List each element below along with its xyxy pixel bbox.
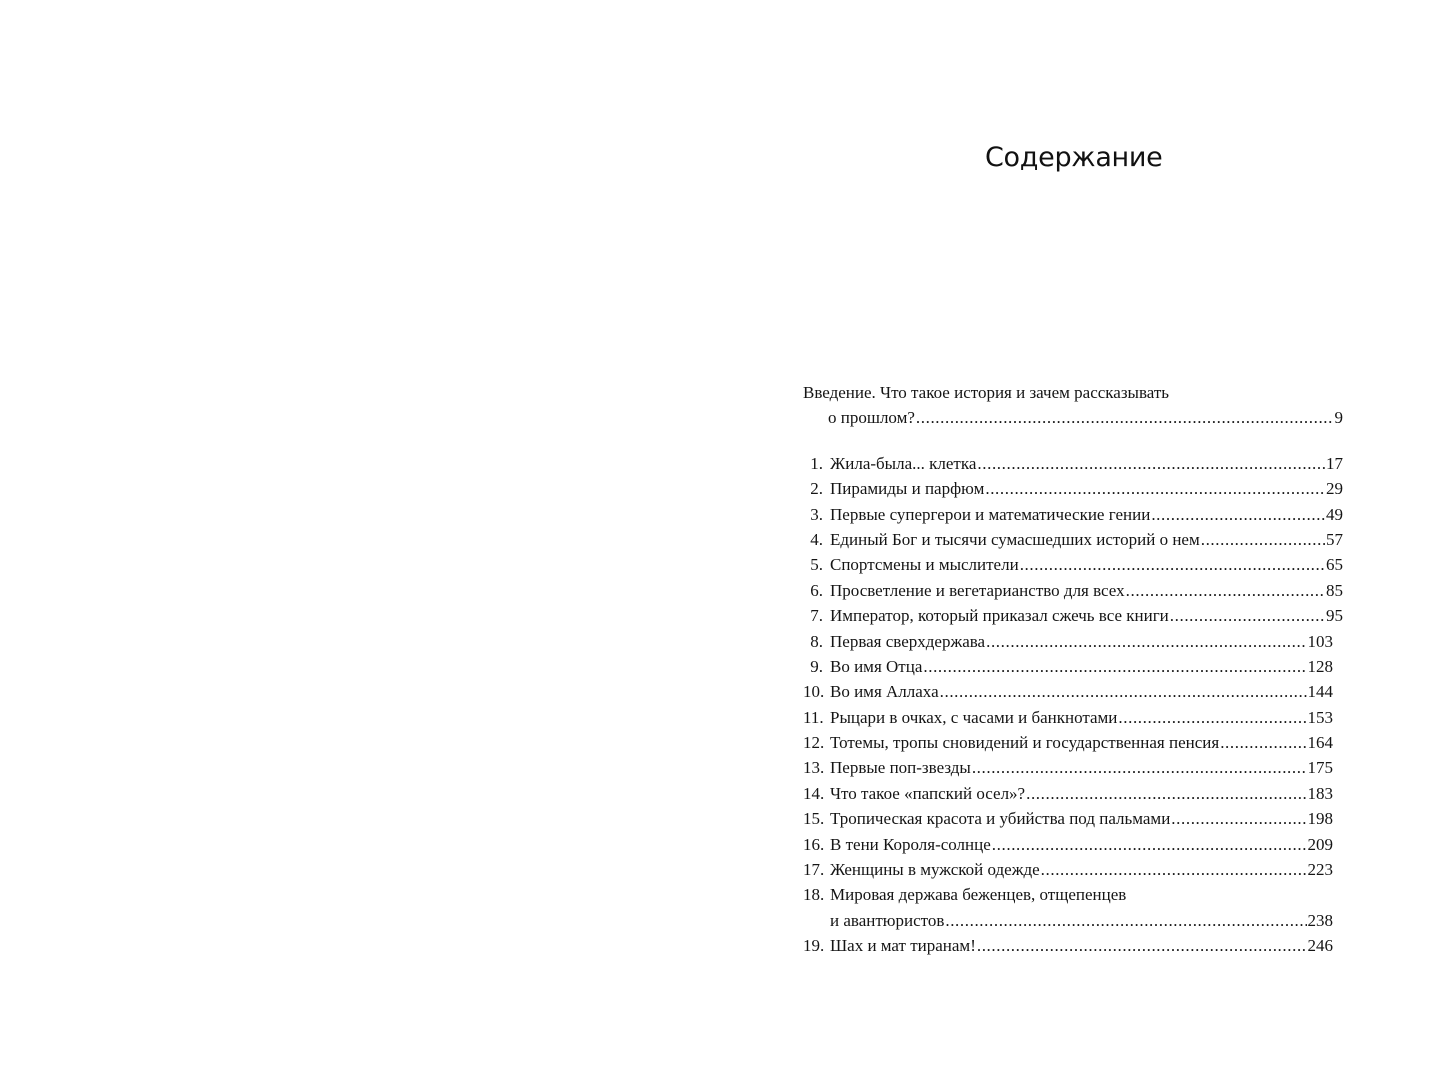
toc-chapter-number: 1. <box>810 453 823 473</box>
toc-entry-title: Пирамиды и парфюм <box>830 479 985 499</box>
toc-page-number: 183 <box>1307 783 1333 803</box>
toc-chapter-number: 12. <box>803 733 825 753</box>
right-page <box>720 0 1440 1080</box>
toc-entry <box>803 502 1343 527</box>
toc-page-number: 198 <box>1307 809 1333 829</box>
toc-chapter-number: 16. <box>803 834 825 854</box>
toc-entry-title: Во имя Аллаха <box>830 682 939 702</box>
dot-leader <box>985 476 1325 501</box>
toc-page-number: 57 <box>1326 529 1343 549</box>
toc-entry <box>803 806 1343 831</box>
dot-leader <box>986 629 1306 654</box>
toc-page-number: 49 <box>1326 504 1343 524</box>
toc-chapter-number: 2. <box>810 479 823 499</box>
toc-chapter-number: 7. <box>810 606 823 626</box>
toc-entry-cont <box>803 908 1343 933</box>
toc-page-number: 95 <box>1326 606 1343 626</box>
toc-entry <box>803 933 1343 958</box>
toc-page-number: 144 <box>1307 682 1333 702</box>
toc-entry-title: Единый Бог и тысячи сумасшедших историй о нем <box>830 529 1200 549</box>
toc-entry-intro-cont <box>803 405 1343 430</box>
toc-entry-title: Первые супергерои и математические гении <box>830 504 1151 524</box>
dot-leader <box>1171 806 1306 831</box>
toc-chapter-number: 5. <box>810 555 823 575</box>
toc-page-number: 17 <box>1326 453 1343 473</box>
toc-entry <box>803 857 1343 882</box>
toc-page-number: 164 <box>1307 733 1333 753</box>
toc-entry <box>803 578 1343 603</box>
toc-page-number: 209 <box>1307 834 1333 854</box>
toc-entry <box>803 451 1343 476</box>
toc-entry-intro <box>803 380 1343 405</box>
dot-leader <box>1126 578 1325 603</box>
toc-chapter-number: 13. <box>803 758 825 778</box>
toc-chapter-number: 9. <box>810 656 823 676</box>
dot-leader <box>1201 527 1325 552</box>
toc-chapter-number: 14. <box>803 783 825 803</box>
toc-chapter-number: 8. <box>810 631 823 651</box>
toc-entry <box>803 552 1343 577</box>
toc-entry-title-cont: и авантюристов <box>830 910 945 930</box>
dot-leader <box>1020 552 1325 577</box>
toc-chapter-number: 10. <box>803 682 825 702</box>
toc-entry-title: Жила-была... клетка <box>830 453 977 473</box>
dot-leader <box>1220 730 1306 755</box>
toc-chapter-number: 15. <box>803 809 825 829</box>
table-of-contents <box>803 380 1343 959</box>
dot-leader <box>977 933 1307 958</box>
toc-page-number: 103 <box>1307 631 1333 651</box>
toc-entry <box>803 476 1343 501</box>
toc-entry-title: Тропическая красота и убийства под пальмами <box>830 809 1171 829</box>
toc-page-number: 238 <box>1307 910 1333 930</box>
spacer <box>803 431 1343 451</box>
toc-entry-title: Женщины в мужской одежде <box>830 860 1040 880</box>
toc-entry-title-cont: о прошлом? <box>828 408 915 428</box>
toc-page-number: 29 <box>1326 479 1343 499</box>
toc-entry-title: В тени Короля-солнце <box>830 834 991 854</box>
toc-entry <box>803 654 1343 679</box>
toc-entry-title: Введение. Что такое история и зачем рассказывать <box>803 383 1170 402</box>
dot-leader <box>916 405 1334 430</box>
dot-leader <box>1118 705 1306 730</box>
toc-entry <box>803 603 1343 628</box>
toc-entry <box>803 730 1343 755</box>
toc-chapter-number: 18. <box>803 885 825 905</box>
toc-entry <box>803 629 1343 654</box>
toc-entry-title: Первые поп-звезды <box>830 758 971 778</box>
toc-entry-title: Тотемы, тропы сновидений и государственная пенсия <box>830 733 1220 753</box>
toc-page-number: 246 <box>1307 936 1333 956</box>
toc-entry-title: Первая сверхдержава <box>830 631 986 651</box>
dot-leader <box>945 908 1306 933</box>
dot-leader <box>1026 781 1306 806</box>
toc-entry <box>803 882 1343 907</box>
toc-page-number: 175 <box>1307 758 1333 778</box>
toc-chapter-number: 11. <box>803 707 824 727</box>
dot-leader <box>923 654 1306 679</box>
toc-chapter-number: 17. <box>803 860 825 880</box>
dot-leader <box>1151 502 1325 527</box>
toc-entry <box>803 705 1343 730</box>
toc-page-number: 223 <box>1307 860 1333 880</box>
dot-leader <box>972 755 1307 780</box>
dot-leader <box>977 451 1325 476</box>
dot-leader <box>1170 603 1325 628</box>
toc-chapter-number: 4. <box>810 529 823 549</box>
page-title: Содержание <box>985 142 1163 173</box>
toc-chapter-number: 19. <box>803 936 825 956</box>
toc-entry-title: Рыцари в очках, с часами и банкнотами <box>830 707 1118 727</box>
toc-entry <box>803 781 1343 806</box>
toc-chapter-number: 3. <box>810 504 823 524</box>
toc-entry <box>803 527 1343 552</box>
toc-entry-title: Спортсмены и мыслители <box>830 555 1019 575</box>
toc-page-number: 9 <box>1334 408 1343 428</box>
toc-chapter-number: 6. <box>810 580 823 600</box>
toc-entry-title: Во имя Отца <box>830 656 923 676</box>
toc-page-number: 153 <box>1307 707 1333 727</box>
toc-page-number: 65 <box>1326 555 1343 575</box>
toc-entry-title: Шах и мат тиранам! <box>830 936 976 956</box>
toc-entry <box>803 832 1343 857</box>
dot-leader <box>940 679 1307 704</box>
dot-leader <box>992 832 1307 857</box>
dot-leader <box>1041 857 1307 882</box>
toc-page-number: 128 <box>1307 656 1333 676</box>
toc-entry-title: Просветление и вегетарианство для всех <box>830 580 1125 600</box>
toc-entry <box>803 679 1343 704</box>
toc-entry-title: Что такое «папский осел»? <box>830 783 1026 803</box>
toc-entry-title: Император, который приказал сжечь все книги <box>830 606 1169 626</box>
toc-entry-title: Мировая держава беженцев, отщепенцев <box>830 885 1127 905</box>
toc-entry <box>803 755 1343 780</box>
toc-page-number: 85 <box>1326 580 1343 600</box>
